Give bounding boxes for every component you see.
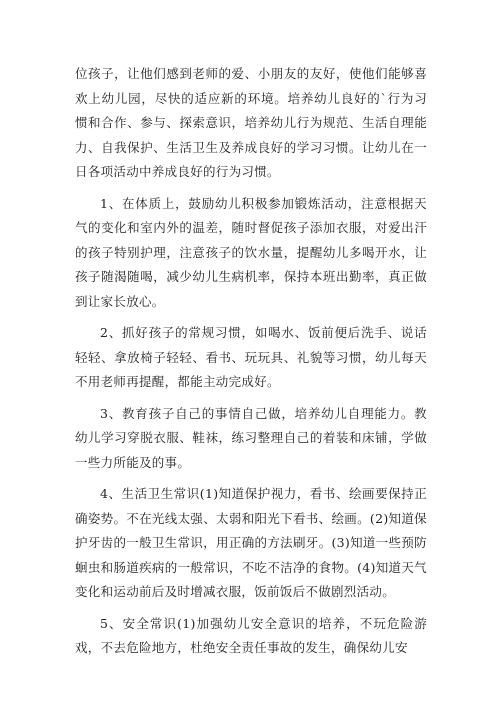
paragraph-item-4: 4、生活卫生常识(1)知道保护视力，看书、绘画要保持正确姿势。不在光线太强、太弱和阳光下看书、绘画。(2)知道保护牙齿的一般卫生常识，用正确的方法刷牙。(3)知道一些预防蛔虫和肠道疾病的一般常识，不吃不洁净的食物。(4)知道天气变化和运动前后及时增减衣服，饭前饭后不做剧烈活动。 [75, 486, 427, 599]
paragraph-item-3: 3、教育孩子自己的事情自己做，培养幼儿自理能力。教幼儿学习穿脱衣服、鞋袜，练习整理自己的着装和床铺，学做一些力所能及的事。 [75, 405, 427, 470]
paragraph-item-2: 2、抓好孩子的常规习惯，如喝水、饭前便后洗手、说话轻轻、拿放椅子轻轻、看书、玩玩具、礼貌等习惯，幼儿每天不用老师再提醒，都能主动完成好。 [75, 325, 427, 389]
paragraph-intro: 位孩子，让他们感到老师的爱、小朋友的友好，使他们能够喜欢上幼儿园，尽快的适应新的环境。培养幼儿良好的`行为习惯和合作、参与、探索意识，培养幼儿行为规范、生活自理能力、自我保护、生活卫生及养成良好的学习习惯。让幼儿在一日各项活动中养成良好的行为习惯。 [75, 66, 427, 179]
document-body [75, 62, 427, 668]
paragraph-item-1: 1、在体质上，鼓励幼儿积极参加锻炼活动，注意根据天气的变化和室内外的温差，随时督促孩子添加衣服，对爱出汗的孩子特别护理，注意孩子的饮水量，提醒幼儿多喝开水，让孩子随渴随喝，减少幼儿生病机率，保持本班出勤率，真正做到让家长放心。 [75, 195, 427, 309]
paragraph-item-5: 5、安全常识(1)加强幼儿安全意识的培养，不玩危险游戏，不去危险地方，杜绝安全责任事故的发生，确保幼儿安 [75, 615, 427, 655]
